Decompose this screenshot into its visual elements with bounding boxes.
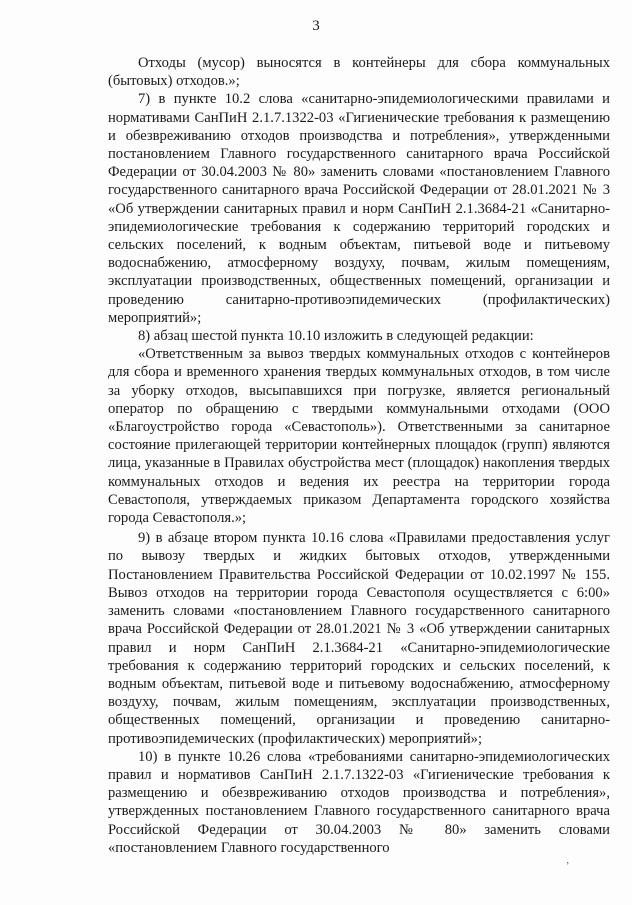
paragraph-item-8: 8) абзац шестой пункта 10.10 изложить в следующей редакции: [138, 328, 534, 345]
paragraph-item-7: 7) в пункте 10.2 слова «санитарно-эпидемиологическими правилами и нормативами СанПиН 2.1.7.1322-03 «Гигиенические требования к размещению и обезвреживанию отходов производства и потребления», утвержденными постановлением Главного государственного санитарного врача Российской Федерации от 30.04.2003 № 80» заменить словами «постановлением Главного государственного санитарного врача Российской Федерации от 28.01.2021 № 3 «Об утверждении санитарных правил и норм СанПиН 2.1.3684-21 «Санитарно-эпидемиологические требования к содержанию территорий городских и сельских поселений, к водным объектам, питьевой воде и питьевому водоснабжению, атмосферному воздуху, почвам, жилым помещениям, эксплуатации производственных, общественных помещений, организации и проведению санитарно-противоэпидемических (профилактических) мероприятий»; [108, 91, 610, 326]
paragraph-quoted-text: «Ответственным за вывоз твердых коммунальных отходов с контейнеров для сбора и временного хранения твердых коммунальных отходов, в том числе за уборку отходов, высыпавшихся при погрузке, является региональный оператор по обращению с твердыми коммунальными отходами (ООО «Благоустройство города «Севастополь»). Ответственными за санитарное состояние прилегающей территории контейнерных площадок (групп) являются лица, указанные в Правилах обустройства мест (площадок) накопления твердых коммунальных отходов и ведения их реестра на территории города Севастополя, утверждаемых приказом Департамента городского хозяйства города Севастополя.»; [108, 346, 610, 527]
stray-mark: ‚ [566, 855, 570, 866]
paragraph-item-10: 10) в пункте 10.26 слова «требованиями санитарно-эпидемиологических правил и нормативов СанПиН 2.1.7.1322-03 «Гигиенические требования к размещению и обезвреживанию отходов производства и потребления», утвержденных постановлением Главного государственного санитарного врача Российской Федерации от 30.04.2003 № 80» заменить словами «постановлением Главного государственного [108, 748, 610, 856]
body-text [108, 54, 610, 857]
page-number: 3 [312, 18, 320, 34]
paragraph-item-9: 9) в абзаце втором пункта 10.16 слова «Правилами предоставления услуг по вывозу твердых и жидких бытовых отходов, утвержденными Постановлением Правительства Российской Федерации от 10.02.1997 № 155. Вывоз отходов на территории города Севастополя осуществляется с 6:00» заменить словами «постановлением Главного государственного санитарного врача Российской Федерации от 28.01.2021 № 3 «Об утверждении санитарных правил и норм СанПиН 2.1.3684-21 «Санитарно-эпидемиологические требования к содержанию территорий городских и сельских поселений, к водным объектам, питьевой воде и питьевому водоснабжению, атмосферному воздуху, почвам, жилым помещениям, эксплуатации производственных, общественных помещений, организации и проведению санитарно-противоэпидемических (профилактических) мероприятий»; [108, 530, 610, 747]
paragraph-continuation: Отходы (мусор) выносятся в контейнеры для сбора коммунальных (бытовых) отходов.»; [108, 55, 610, 90]
